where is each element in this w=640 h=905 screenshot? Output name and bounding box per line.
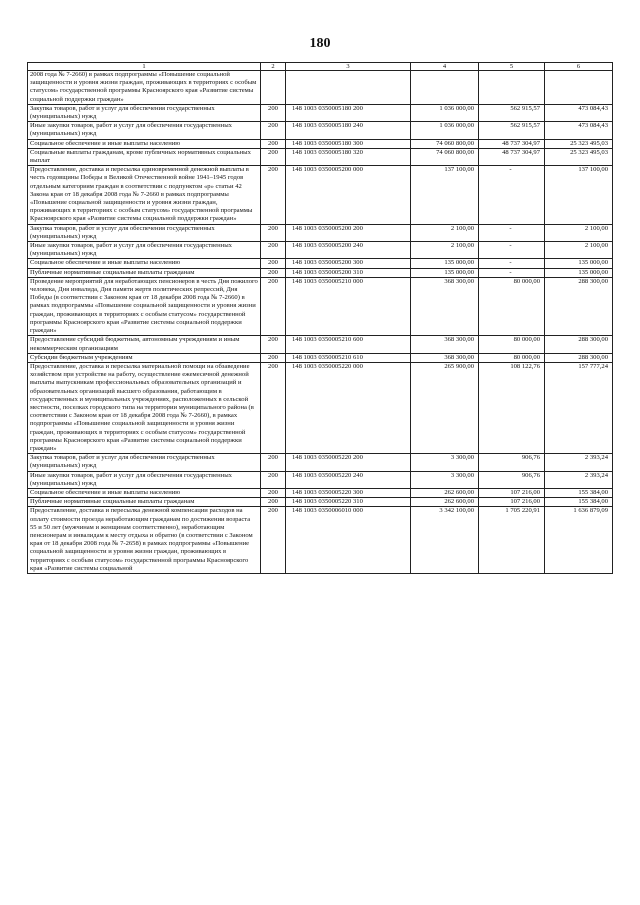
row-name-cell: Предоставление, доставка и пересылка материальной помощи на обзаведение хозяйством при устройстве на работу, осуществление ежемесячной денежной выплаты выпускникам профессиональных образовательных организаций и образовательных организаций высшего образования, работающим в государственных и муниципальных учреждениях, расположенных в сельской местности, поселках городского типа на территории муниципального района (в соответствии с Законом края от 18 декабря 2008 года № 7-2660), в рамках подпрограммы «Повышение социальной защищенности и уровня жизни граждан, проживающих в территориях с особым статусом» государственной программы Красноярского края «Развитие системы социальной поддержки граждан» (28, 362, 261, 453)
table-row (28, 268, 613, 277)
row-executed-amount-cell: - (479, 259, 545, 268)
row-executed-amount-cell: - (479, 166, 545, 224)
row-code-cell: 148 1003 0350005210 600 (286, 336, 411, 353)
row-name-cell: Субсидии бюджетным учреждениям (28, 353, 261, 362)
row-approved-amount-cell: 3 300,00 (411, 454, 479, 471)
row-code-cell: 148 1003 0350006010 000 (286, 507, 411, 574)
table-row (28, 336, 613, 353)
row-remaining-amount-cell: 157 777,24 (545, 362, 613, 453)
row-executed-amount-cell: 1 705 220,91 (479, 507, 545, 574)
row-code-cell: 148 1003 0350005220 000 (286, 362, 411, 453)
row-grbs-cell: 200 (261, 242, 286, 259)
row-code-cell (286, 71, 411, 105)
row-approved-amount-cell: 262 600,00 (411, 498, 479, 507)
column-header-3: 3 (286, 63, 411, 71)
row-executed-amount-cell: 906,76 (479, 471, 545, 488)
row-code-cell: 148 1003 0350005220 240 (286, 471, 411, 488)
row-name-cell: Закупка товаров, работ и услуг для обеспечения государственных (муниципальных) нужд (28, 104, 261, 121)
row-approved-amount-cell: 3 342 100,00 (411, 507, 479, 574)
page-number: 180 (309, 36, 331, 51)
table-row (28, 507, 613, 574)
row-approved-amount-cell: 368 300,00 (411, 353, 479, 362)
row-remaining-amount-cell: 1 636 879,09 (545, 507, 613, 574)
row-approved-amount-cell: 135 000,00 (411, 268, 479, 277)
row-code-cell: 148 1003 0350005200 300 (286, 259, 411, 268)
row-grbs-cell: 200 (261, 507, 286, 574)
row-code-cell: 148 1003 0350005210 000 (286, 277, 411, 335)
table-row (28, 122, 613, 139)
table-body (28, 71, 613, 574)
row-remaining-amount-cell: 135 000,00 (545, 268, 613, 277)
row-remaining-amount-cell: 288 300,00 (545, 277, 613, 335)
row-name-cell: Закупка товаров, работ и услуг для обеспечения государственных (муниципальных) нужд (28, 454, 261, 471)
row-approved-amount-cell: 2 100,00 (411, 224, 479, 241)
row-executed-amount-cell (479, 71, 545, 105)
row-name-cell: Предоставление, доставка и пересылка единовременной денежной выплаты в честь годовщины Победы в Великой Отечественной войне 1941–1945 годов отдельным категориям граждан в соответствии с подпунктом «р» статьи 42 Закона края от 18 декабря 2008 года № 7-2660 в рамках подпрограммы «Повышение социальной защищенности и уровня жизни граждан, проживающих в территориях с особым статусом» государственной программы Красноярского края «Развитие системы социальной поддержки граждан» (28, 166, 261, 224)
row-executed-amount-cell: 562 915,57 (479, 122, 545, 139)
row-remaining-amount-cell: 2 393,24 (545, 471, 613, 488)
row-remaining-amount-cell: 288 300,00 (545, 353, 613, 362)
table-row (28, 139, 613, 148)
table-row (28, 242, 613, 259)
row-executed-amount-cell: 108 122,76 (479, 362, 545, 453)
table-row (28, 498, 613, 507)
row-name-cell: Социальные выплаты гражданам, кроме публичных нормативных социальных выплат (28, 148, 261, 165)
row-approved-amount-cell: 1 036 000,00 (411, 104, 479, 121)
column-header-6: 6 (545, 63, 613, 71)
row-grbs-cell: 200 (261, 488, 286, 497)
row-approved-amount-cell: 135 000,00 (411, 259, 479, 268)
row-remaining-amount-cell: 473 084,43 (545, 122, 613, 139)
budget-table (27, 62, 613, 574)
table-row (28, 362, 613, 453)
row-approved-amount-cell: 368 300,00 (411, 277, 479, 335)
table-row (28, 353, 613, 362)
row-executed-amount-cell: - (479, 268, 545, 277)
row-remaining-amount-cell: 155 384,00 (545, 498, 613, 507)
row-code-cell: 148 1003 0350005200 200 (286, 224, 411, 241)
table-row (28, 277, 613, 335)
row-name-cell: 2008 года № 7-2660) в рамках подпрограммы «Повышение социальной защищенности и уровня жизни граждан, проживающих в территориях с особым статусом» государственной программы Красноярского края «Развитие системы социальной поддержки граждан» (28, 71, 261, 105)
row-grbs-cell: 200 (261, 454, 286, 471)
row-grbs-cell: 200 (261, 224, 286, 241)
row-code-cell: 148 1003 0350005180 240 (286, 122, 411, 139)
row-remaining-amount-cell: 137 100,00 (545, 166, 613, 224)
table-header (28, 63, 613, 71)
row-approved-amount-cell: 1 036 000,00 (411, 122, 479, 139)
row-name-cell: Социальное обеспечение и иные выплаты населению (28, 139, 261, 148)
row-executed-amount-cell: 48 737 304,97 (479, 139, 545, 148)
table-row (28, 454, 613, 471)
row-name-cell: Иные закупки товаров, работ и услуг для обеспечения государственных (муниципальных) нужд (28, 242, 261, 259)
row-remaining-amount-cell: 2 100,00 (545, 242, 613, 259)
row-remaining-amount-cell: 135 000,00 (545, 259, 613, 268)
row-approved-amount-cell: 74 060 800,00 (411, 139, 479, 148)
row-remaining-amount-cell: 288 300,00 (545, 336, 613, 353)
table-row (28, 148, 613, 165)
row-executed-amount-cell: 80 000,00 (479, 336, 545, 353)
row-approved-amount-cell: 137 100,00 (411, 166, 479, 224)
column-header-1: 1 (28, 63, 261, 71)
row-approved-amount-cell: 3 300,00 (411, 471, 479, 488)
row-name-cell: Иные закупки товаров, работ и услуг для обеспечения государственных (муниципальных) нужд (28, 122, 261, 139)
row-code-cell: 148 1003 0350005200 310 (286, 268, 411, 277)
row-approved-amount-cell: 262 600,00 (411, 488, 479, 497)
row-code-cell: 148 1003 0350005220 300 (286, 488, 411, 497)
row-remaining-amount-cell (545, 71, 613, 105)
row-name-cell: Предоставление субсидий бюджетным, автономным учреждениям и иным некоммерческим организациям (28, 336, 261, 353)
row-grbs-cell: 200 (261, 139, 286, 148)
table-row (28, 104, 613, 121)
row-name-cell: Публичные нормативные социальные выплаты гражданам (28, 268, 261, 277)
row-grbs-cell: 200 (261, 268, 286, 277)
row-remaining-amount-cell: 155 384,00 (545, 488, 613, 497)
row-code-cell: 148 1003 0350005220 200 (286, 454, 411, 471)
row-code-cell: 148 1003 0350005180 320 (286, 148, 411, 165)
row-executed-amount-cell: 48 737 304,97 (479, 148, 545, 165)
row-name-cell: Публичные нормативные социальные выплаты гражданам (28, 498, 261, 507)
row-grbs-cell: 200 (261, 336, 286, 353)
row-name-cell: Социальное обеспечение и иные выплаты населению (28, 488, 261, 497)
table-row (28, 166, 613, 224)
row-executed-amount-cell: 80 000,00 (479, 277, 545, 335)
row-grbs-cell: 200 (261, 122, 286, 139)
row-grbs-cell: 200 (261, 259, 286, 268)
row-approved-amount-cell: 74 060 800,00 (411, 148, 479, 165)
row-executed-amount-cell: 562 915,57 (479, 104, 545, 121)
column-header-2: 2 (261, 63, 286, 71)
row-code-cell: 148 1003 0350005200 000 (286, 166, 411, 224)
row-code-cell: 148 1003 0350005180 200 (286, 104, 411, 121)
row-grbs-cell: 200 (261, 353, 286, 362)
row-executed-amount-cell: 80 000,00 (479, 353, 545, 362)
row-approved-amount-cell: 368 300,00 (411, 336, 479, 353)
row-name-cell: Социальное обеспечение и иные выплаты населению (28, 259, 261, 268)
row-code-cell: 148 1003 0350005200 240 (286, 242, 411, 259)
row-approved-amount-cell: 2 100,00 (411, 242, 479, 259)
table-row (28, 224, 613, 241)
row-remaining-amount-cell: 25 323 495,03 (545, 139, 613, 148)
row-code-cell: 148 1003 0350005210 610 (286, 353, 411, 362)
table-row (28, 71, 613, 105)
row-name-cell: Предоставление, доставка и пересылка денежной компенсации расходов на оплату стоимости проезда неработающим гражданам по достижении возраста 55 и 50 лет (мужчинам и женщинам соответственно), неработающим пенсионерам и инвалидам к месту отдыха и обратно (в соответствии с Законом края от 18 декабря 2008 года № 7-2658) в рамках подпрограммы «Повышение социальной защищенности и уровня жизни граждан, проживающих в территориях с особым статусом» государственной программы Красноярского края «Развитие системы социальной (28, 507, 261, 574)
column-header-5: 5 (479, 63, 545, 71)
row-executed-amount-cell: 107 216,00 (479, 498, 545, 507)
row-approved-amount-cell (411, 71, 479, 105)
row-grbs-cell: 200 (261, 498, 286, 507)
table-row (28, 259, 613, 268)
column-header-4: 4 (411, 63, 479, 71)
row-remaining-amount-cell: 2 100,00 (545, 224, 613, 241)
row-executed-amount-cell: 906,76 (479, 454, 545, 471)
table-row (28, 471, 613, 488)
row-grbs-cell: 200 (261, 104, 286, 121)
row-name-cell: Иные закупки товаров, работ и услуг для обеспечения государственных (муниципальных) нужд (28, 471, 261, 488)
header-row (28, 63, 613, 71)
row-grbs-cell: 200 (261, 166, 286, 224)
row-remaining-amount-cell: 2 393,24 (545, 454, 613, 471)
row-executed-amount-cell: - (479, 224, 545, 241)
row-code-cell: 148 1003 0350005180 300 (286, 139, 411, 148)
row-grbs-cell: 200 (261, 277, 286, 335)
row-grbs-cell: 200 (261, 362, 286, 453)
row-approved-amount-cell: 265 900,00 (411, 362, 479, 453)
row-grbs-cell (261, 71, 286, 105)
row-grbs-cell: 200 (261, 471, 286, 488)
row-name-cell: Проведение мероприятий для неработающих пенсионеров в честь Дня пожилого человека, Дня инвалида, Дня памяти жертв политических репрессий, Дня Победы (в соответствии с Законом края от 18 декабря 2008 года № 7-2660) в рамках подпрограммы «Повышение социальной защищенности и уровня жизни граждан, проживающих в территориях с особым статусом» государственной программы Красноярского края «Развитие системы социальной поддержки граждан» (28, 277, 261, 335)
row-grbs-cell: 200 (261, 148, 286, 165)
row-remaining-amount-cell: 473 084,43 (545, 104, 613, 121)
row-code-cell: 148 1003 0350005220 310 (286, 498, 411, 507)
row-executed-amount-cell: - (479, 242, 545, 259)
row-remaining-amount-cell: 25 323 495,03 (545, 148, 613, 165)
row-name-cell: Закупка товаров, работ и услуг для обеспечения государственных (муниципальных) нужд (28, 224, 261, 241)
row-executed-amount-cell: 107 216,00 (479, 488, 545, 497)
table-row (28, 488, 613, 497)
